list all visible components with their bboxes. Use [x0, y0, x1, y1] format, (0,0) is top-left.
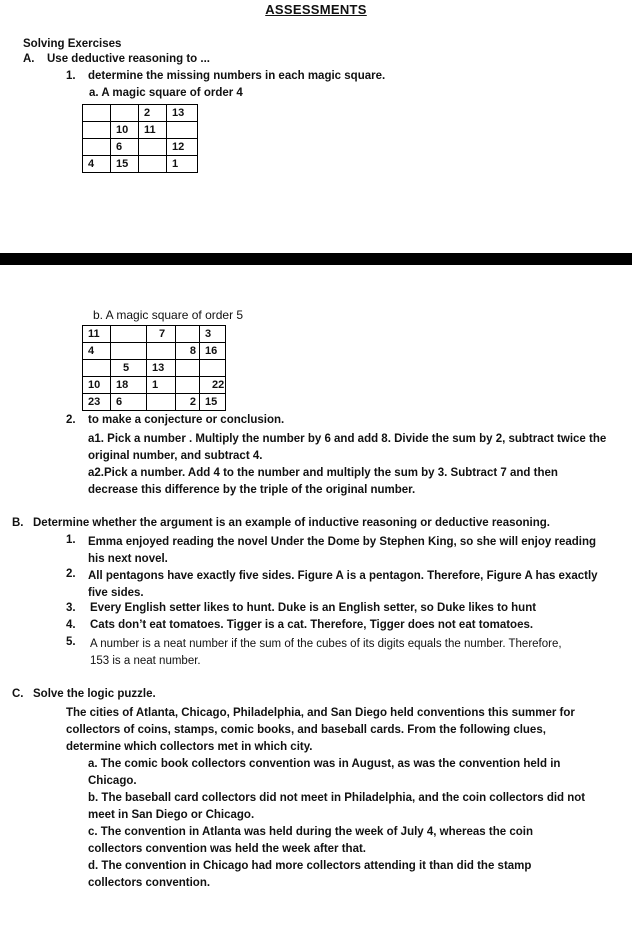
table-cell: 13 [167, 105, 198, 122]
item-b1-number: 1. [66, 534, 76, 546]
item-b3-number: 3. [66, 602, 76, 614]
exercise-a2: a2.Pick a number. Add 4 to the number and multiply the sum by 3. Subtract 7 and then decrease this difference by the triple of the original number. [88, 467, 558, 496]
table-cell [176, 326, 200, 343]
table-cell: 1 [167, 156, 198, 173]
table-cell: 10 [83, 377, 111, 394]
table-row [83, 139, 198, 156]
table-cell [139, 156, 167, 173]
table-cell: 4 [83, 343, 111, 360]
table-cell [83, 105, 111, 122]
table-cell: 2 [139, 105, 167, 122]
table-row [83, 394, 226, 411]
table-row [83, 122, 198, 139]
table-cell: 4 [83, 156, 111, 173]
section-a-label: A. [23, 53, 35, 65]
section-a-text: Use deductive reasoning to ... [47, 53, 210, 65]
table-row [83, 105, 198, 122]
table-cell: 16 [200, 343, 226, 360]
item-b2-number: 2. [66, 568, 76, 580]
table-cell [83, 360, 111, 377]
page-divider [0, 253, 632, 265]
puzzle-clue-c: c. The convention in Atlanta was held during the week of July 4, whereas the coin collectors convention was held the week after that. [88, 826, 533, 855]
table-row [83, 377, 226, 394]
table-cell: 6 [111, 394, 147, 411]
table-cell: 1 [147, 377, 176, 394]
table-row [83, 326, 226, 343]
item-b3-text: Every English setter likes to hunt. Duke is an English setter, so Duke likes to hunt [90, 602, 537, 614]
table-cell [111, 326, 147, 343]
square-b-caption: b. A magic square of order 5 [93, 308, 244, 322]
item-b5-text: A number is a neat number if the sum of the cubes of its digits equals the number. Therefore, 153 is a neat number. [90, 638, 562, 667]
table-row [83, 156, 198, 173]
item-b4-number: 4. [66, 619, 76, 631]
item-a1-number: 1. [66, 70, 76, 82]
item-a2-text: to make a conjecture or conclusion. [88, 414, 285, 426]
table-cell: 22 [200, 377, 226, 394]
table-cell: 15 [200, 394, 226, 411]
table-cell: 18 [111, 377, 147, 394]
table-cell [83, 139, 111, 156]
section-b-text: Determine whether the argument is an example of inductive reasoning or deductive reasoning. [33, 517, 550, 529]
table-cell: 7 [147, 326, 176, 343]
table-cell: 11 [83, 326, 111, 343]
table-cell [167, 122, 198, 139]
section-c-text: Solve the logic puzzle. [33, 688, 156, 700]
square-a-caption: a. A magic square of order 4 [89, 87, 243, 99]
item-a1-text: determine the missing numbers in each magic square. [88, 70, 386, 82]
table-cell [111, 343, 147, 360]
magic-square-order-4 [82, 104, 198, 173]
table-cell: 6 [111, 139, 139, 156]
section-b-label: B. [12, 517, 24, 529]
puzzle-clue-d: d. The convention in Chicago had more collectors attending it than did the stamp collectors convention. [88, 860, 532, 889]
table-cell [176, 377, 200, 394]
item-b1-text: Emma enjoyed reading the novel Under the Dome by Stephen King, so she will enjoy reading his next novel. [88, 536, 597, 565]
table-cell: 12 [167, 139, 198, 156]
exercise-a1: a1. Pick a number . Multiply the number by 6 and add 8. Divide the sum by 2, subtract twice the original number, and subtract 4. [88, 433, 607, 462]
section-c-label: C. [12, 688, 24, 700]
item-a2-number: 2. [66, 414, 76, 426]
table-cell [111, 105, 139, 122]
magic-square-order-5 [82, 325, 226, 411]
table-cell: 5 [111, 360, 147, 377]
puzzle-clue-a: a. The comic book collectors convention was in August, as was the convention held in Chicago. [88, 758, 561, 787]
table-cell: 3 [200, 326, 226, 343]
table-cell: 23 [83, 394, 111, 411]
table-row [83, 343, 226, 360]
table-cell [200, 360, 226, 377]
table-cell [176, 360, 200, 377]
puzzle-intro: The cities of Atlanta, Chicago, Philadelphia, and San Diego held conventions this summer for collectors of coins, stamps, comic books, and baseball cards. From the following clues, determine which collectors met in which city. [66, 707, 575, 753]
section-heading: Solving Exercises [23, 38, 122, 50]
table-cell [147, 343, 176, 360]
table-cell: 13 [147, 360, 176, 377]
table-cell: 2 [176, 394, 200, 411]
item-b4-text: Cats don’t eat tomatoes. Tigger is a cat. Therefore, Tigger does not eat tomatoes. [90, 619, 534, 631]
table-cell: 11 [139, 122, 167, 139]
table-cell: 10 [111, 122, 139, 139]
table-cell: 8 [176, 343, 200, 360]
table-row [83, 360, 226, 377]
table-cell: 15 [111, 156, 139, 173]
page-title: ASSESSMENTS [265, 2, 367, 17]
table-cell [139, 139, 167, 156]
table-cell [83, 122, 111, 139]
table-cell [147, 394, 176, 411]
item-b5-number: 5. [66, 636, 76, 648]
item-b2-text: All pentagons have exactly five sides. Figure A is a pentagon. Therefore, Figure A has exactly five sides. [88, 570, 598, 599]
puzzle-clue-b: b. The baseball card collectors did not meet in Philadelphia, and the coin collectors did not meet in San Diego or Chicago. [88, 792, 586, 821]
